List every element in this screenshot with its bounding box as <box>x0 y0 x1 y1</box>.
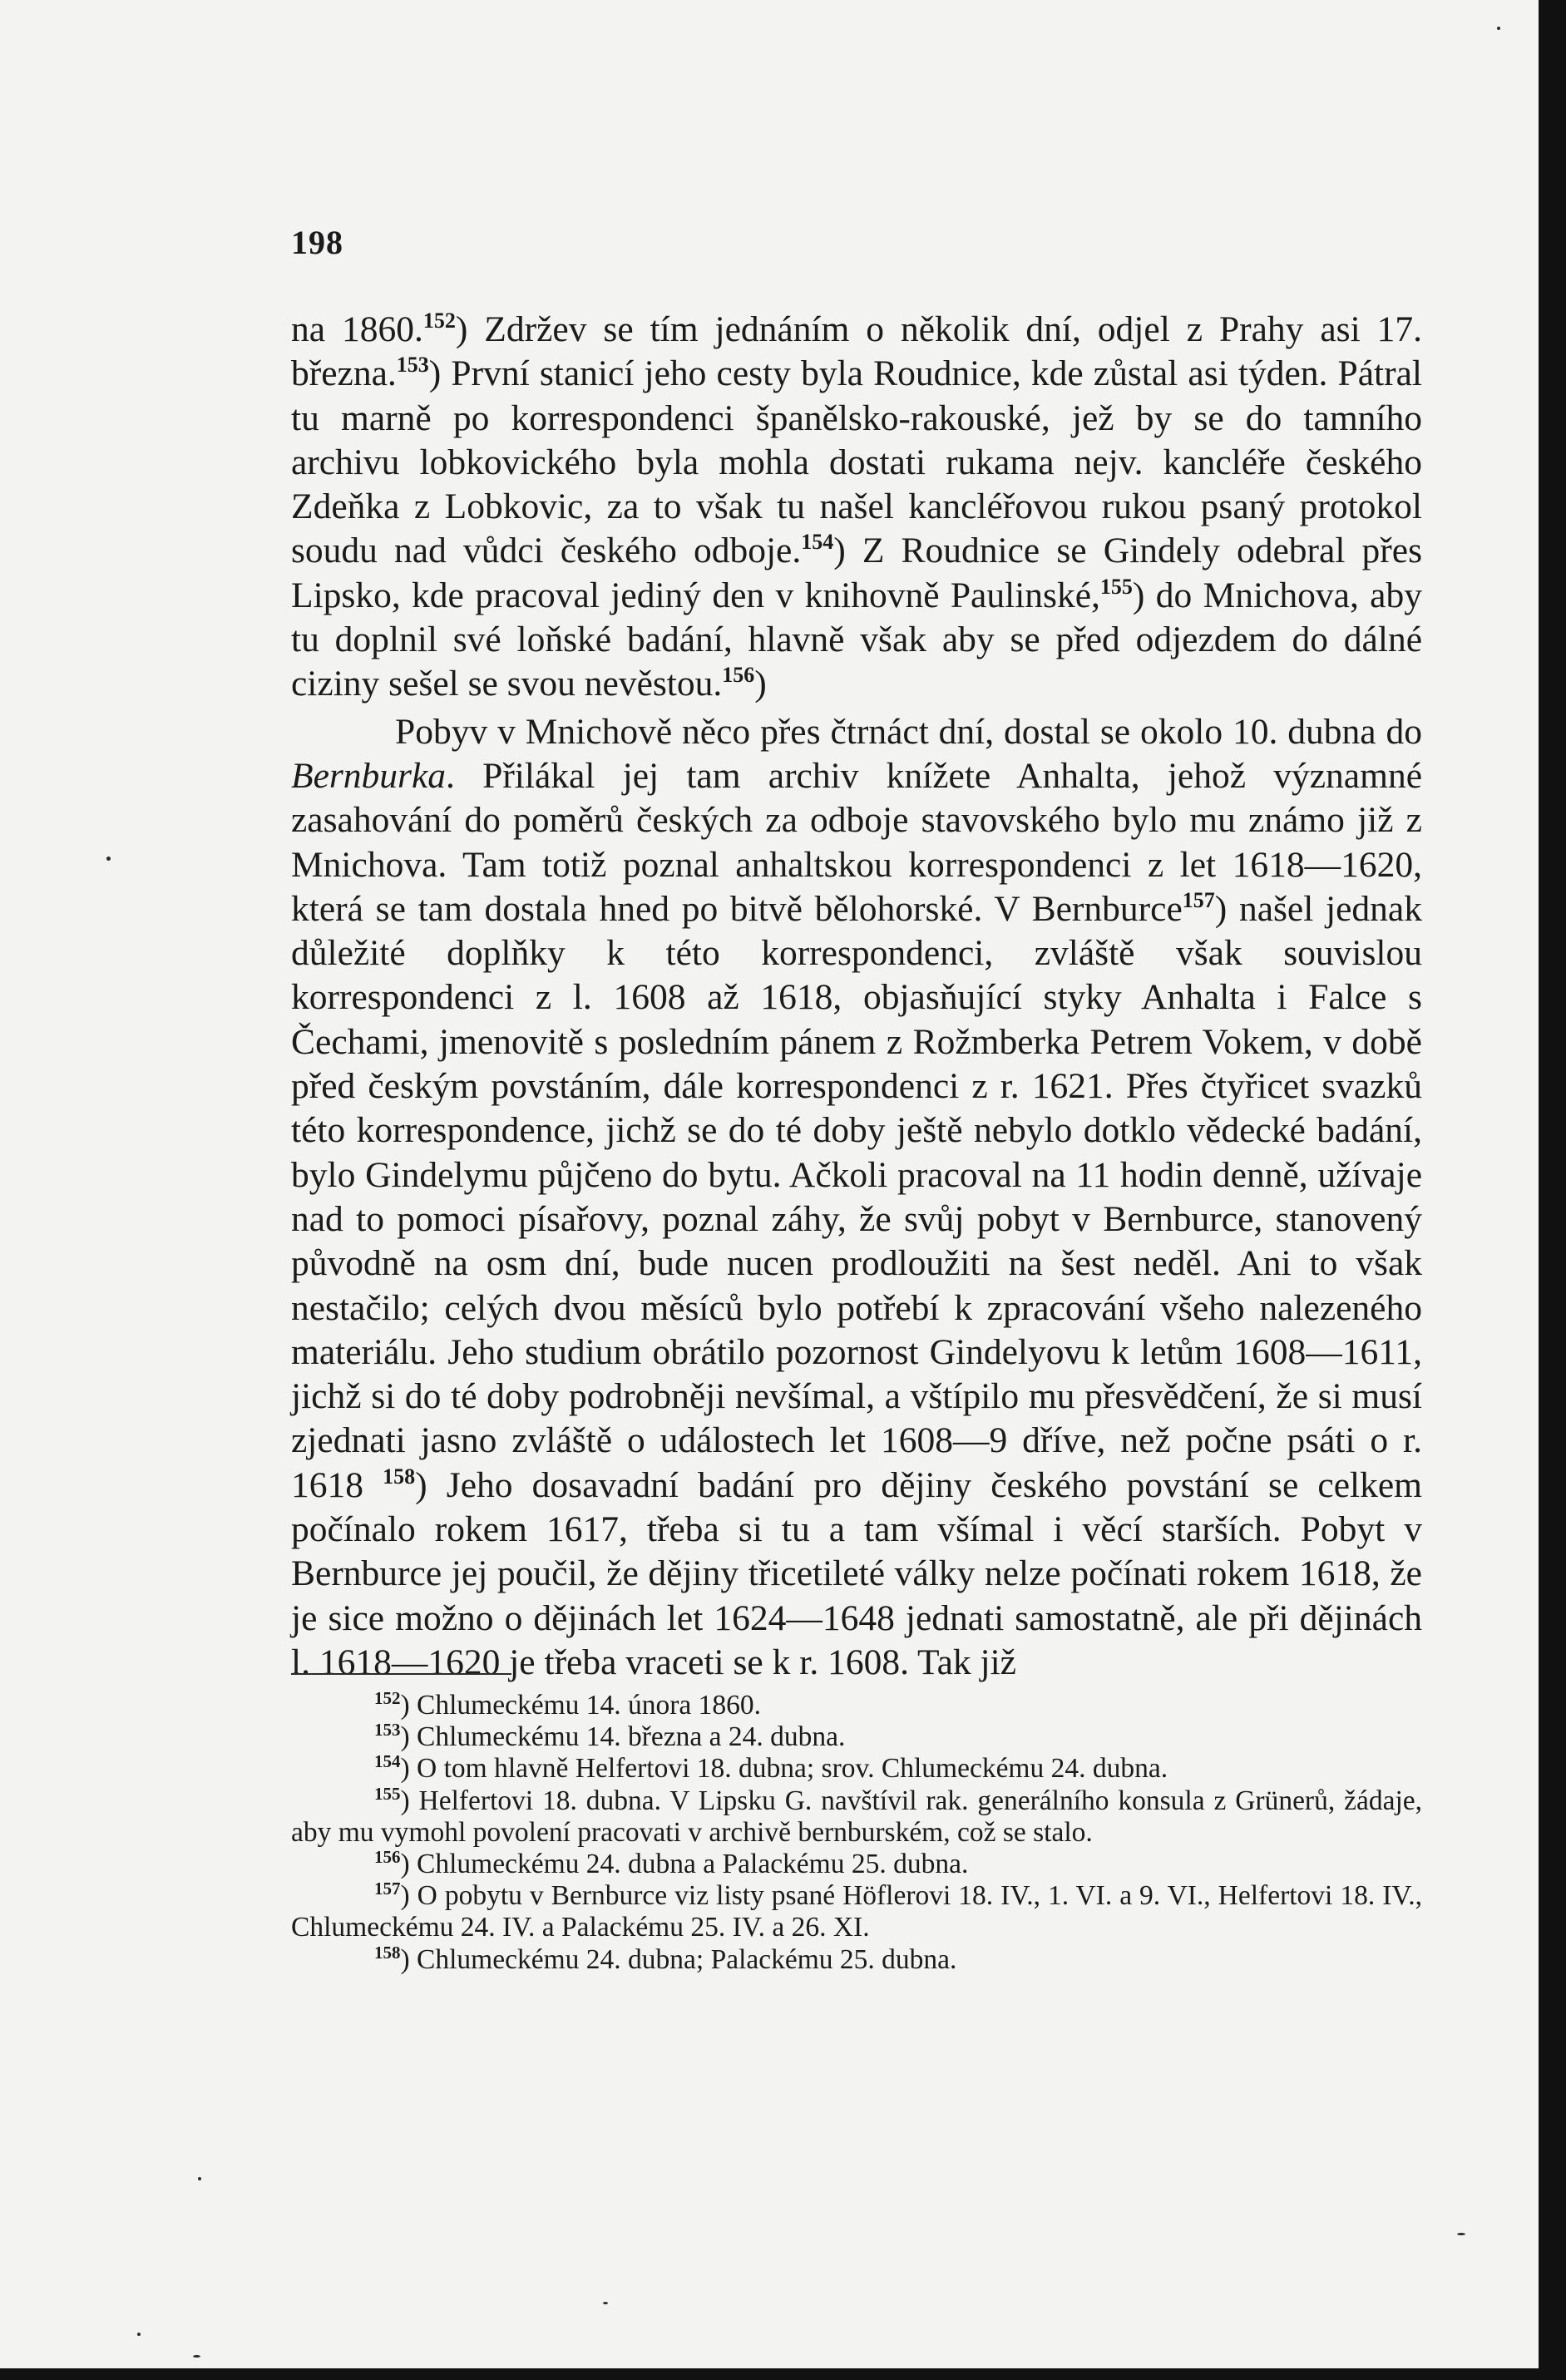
footnote-mark: 153 <box>374 1720 401 1741</box>
footnote <box>291 1849 1422 1880</box>
footnote-reference: 155 <box>1099 574 1133 599</box>
footnote-mark: 156 <box>374 1847 401 1868</box>
footnote-mark: 152 <box>374 1688 401 1708</box>
footnote-text: ) O pobytu v Bernburce viz listy psané Höflerovi 18. IV., 1. VI. a 9. VI., Helfertovi 18. IV., Chlumeckému 24. IV. a Palackému 25. IV. a 26. XI. <box>291 1880 1422 1943</box>
page-number: 198 <box>291 224 343 261</box>
footnote-reference: 156 <box>722 663 755 688</box>
scan-speck <box>193 2355 200 2358</box>
paragraph <box>291 710 1422 1686</box>
footnote-reference: 152 <box>422 309 456 333</box>
text-run: ) do Mnichova, aby tu doplnil své loňské badání, hlavně však aby se před odjezdem do dálné ciziny sešel se svou nevěstou. <box>291 575 1422 704</box>
scan-speck <box>603 2302 608 2304</box>
footnote-text: ) Chlumeckému 24. dubna; Palackému 25. dubna. <box>400 1943 957 1975</box>
footnote-text: ) Chlumeckému 24. dubna a Palackému 25. dubna. <box>400 1849 969 1880</box>
text-run: na 1860. <box>291 309 423 349</box>
main-text <box>291 308 1422 1685</box>
text-run: . Přilákal jej tam archiv knížete Anhalta, jehož významné zasahování do poměrů českých za odboje stavovského bylo mu známo již z Mnichova. Tam totiž poznal anhaltskou korrespondenci z let 1618—1620, která se tam dostala hned po bitvě bělohorské. V Bernburce <box>291 755 1422 929</box>
footnote-reference: 154 <box>801 530 834 555</box>
footnote <box>291 1785 1422 1849</box>
footnotes <box>291 1690 1422 1976</box>
footnote <box>291 1753 1422 1785</box>
footnote <box>291 1880 1422 1943</box>
scan-speck <box>137 2333 141 2336</box>
text-run: ) našel jednak důležité doplňky k této korrespondenci, zvláště však souvislou korrespondenci z l. 1608 až 1618, objasňující styky Anhalta i Falce s Čechami, jmenovitě s posledním pánem z Rožmberka Petrem Vokem, v době před českým povstáním, dále korrespondenci z r. 1621. Přes čtyřicet svazků této korrespondence, jichž se do té doby ještě nebylo dotklo vědecké badání, bylo Gindelymu půjčeno do bytu. Ačkoli pracoval na 11 hodin denně, užívaje nad to pomoci písařovy, poznal záhy, že svůj pobyt v Bernburce, stanovený původně na osm dní, bude nucen prodloužiti na šest neděl. Ani to však nestačilo; celých dvou měsíců bylo potřebí k zpracování všeho nalezeného materiálu. Jeho studium obrátilo pozornost Gindelyovu k letům 1608—1611, jichž si do té doby podrobněji nevšímal, a vštípilo mu přesvědčení, že si musí zjednati jasno zvláště o událostech let 1608—9 dříve, než počne psáti o r. 1618 <box>291 888 1422 1505</box>
scan-speck <box>106 857 111 861</box>
emphasized-text: Bernburka <box>291 755 447 796</box>
footnote-mark: 157 <box>374 1879 401 1899</box>
text-run: Pobyv v Mnichově něco přes čtrnáct dní, dostal se okolo 10. dubna do <box>395 711 1422 752</box>
footnote-mark: 154 <box>374 1751 401 1772</box>
footnote-text: ) Chlumeckému 14. března a 24. dubna. <box>400 1721 846 1753</box>
footnote-text: ) Helfertovi 18. dubna. V Lipsku G. navštívil rak. generálního konsula z Grünerů, žádaje, aby mu vymohl povolení pracovati v archivě bernburském, což se stalo. <box>291 1785 1422 1848</box>
footnote-text: ) Chlumeckému 14. února 1860. <box>400 1690 762 1721</box>
paragraph <box>291 308 1422 707</box>
scan-speck <box>1497 27 1500 30</box>
text-run: ) První stanicí jeho cesty byla Roudnice, kde zůstal asi týden. Pátral tu marně po korrespondenci španělsko-rakouské, jež by se do tamního archivu lobkovického byla mohla dostati rukama nejv. kancléře českého Zdeňka z Lobkovic, za to však tu našel kancléřovou rukou psaný protokol soudu nad vůdci českého odboje. <box>291 353 1422 571</box>
footnote <box>291 1721 1422 1753</box>
footnote <box>291 1690 1422 1721</box>
footnote-reference: 157 <box>1182 887 1215 912</box>
footnote-reference: 158 <box>383 1464 416 1489</box>
footnote-mark: 155 <box>374 1783 401 1804</box>
footnote <box>291 1944 1422 1976</box>
text-run: ) <box>754 664 767 704</box>
scan-speck <box>1457 2233 1465 2235</box>
text-run: ) Zdržev se tím jednáním o několik dní, odjel z Prahy asi 17. března. <box>291 309 1422 394</box>
text-run: ) Z Roudnice se Gindely odebral přes Lipsko, kde pracoval jediný den v knihovně Paulinské, <box>291 531 1423 615</box>
footnote-text: ) O tom hlavně Helfertovi 18. dubna; srov. Chlumeckému 24. dubna. <box>400 1753 1168 1785</box>
footnote-mark: 158 <box>374 1942 401 1963</box>
scan-speck <box>198 2177 201 2180</box>
footnote-separator <box>291 1673 511 1675</box>
footnote-reference: 153 <box>396 353 429 378</box>
text-run: ) Jeho dosavadní badání pro dějiny českého povstání se celkem počínalo rokem 1617, třeba si tu a tam všímal i věcí starších. Pobyt v Bernburce jej poučil, že dějiny třicetileté války nelze počínati rokem 1618, že je sice možno o dějinách let 1624—1648 jednati samostatně, ale při dějinách l. 1618—1620 je třeba vraceti se k r. 1608. Tak již <box>291 1464 1422 1682</box>
